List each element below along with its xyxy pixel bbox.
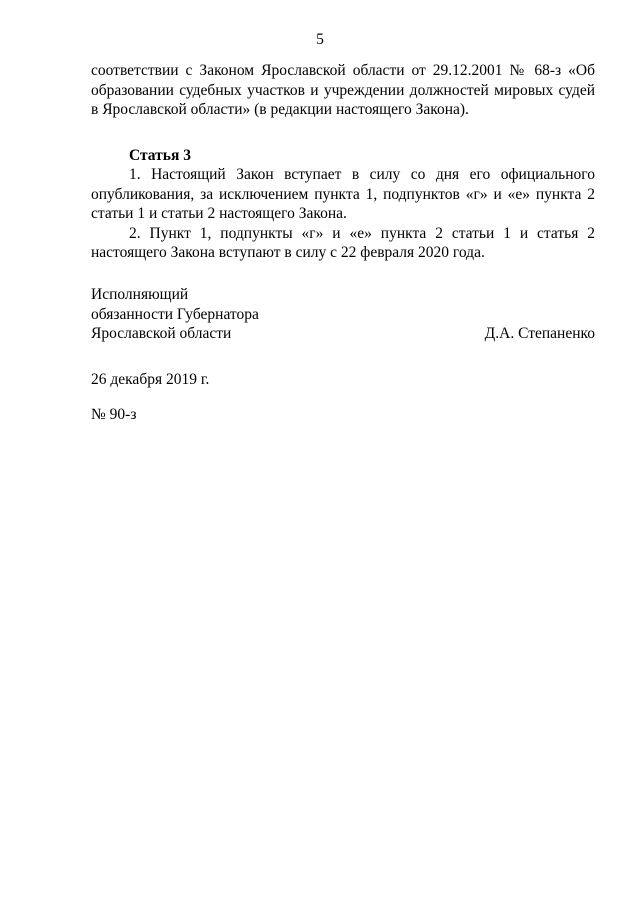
article-title: Статья 3: [129, 146, 191, 164]
signatory-title-line-1: Исполняющий: [91, 286, 189, 303]
intro-paragraph: соответствии с Законом Ярославской области от 29.12.2001 № 68-з «Об образовании судебных участков и учреждении должностей мировых судей в Ярославской области» (в редакции настоящего Закона).: [91, 62, 595, 118]
signatory-title-line-3: Ярославской области: [91, 325, 232, 342]
page-number: 5: [316, 31, 324, 48]
signature-row: [91, 324, 595, 344]
signatory-title-line-2: обязанности Губернатора: [91, 305, 259, 323]
signature-block: [91, 285, 595, 344]
article-paragraph-1: 1. Настоящий Закон вступает в силу со дня его официального опубликования, за исключением пункта 1, подпунктов «г» и «е» пункта 2 статьи 1 и статьи 2 настоящего Закона.: [91, 166, 595, 222]
signatory-name: Д.А. Степаненко: [484, 325, 595, 342]
law-number: № 90-з: [91, 406, 137, 423]
document-body: [91, 61, 595, 263]
article-paragraph-2: 2. Пункт 1, подпункты «г» и «е» пункта 2 статьи 1 и статья 2 настоящего Закона вступают в силу с 22 февраля 2020 года.: [91, 224, 595, 261]
document-date: 26 декабря 2019 г.: [91, 371, 210, 388]
